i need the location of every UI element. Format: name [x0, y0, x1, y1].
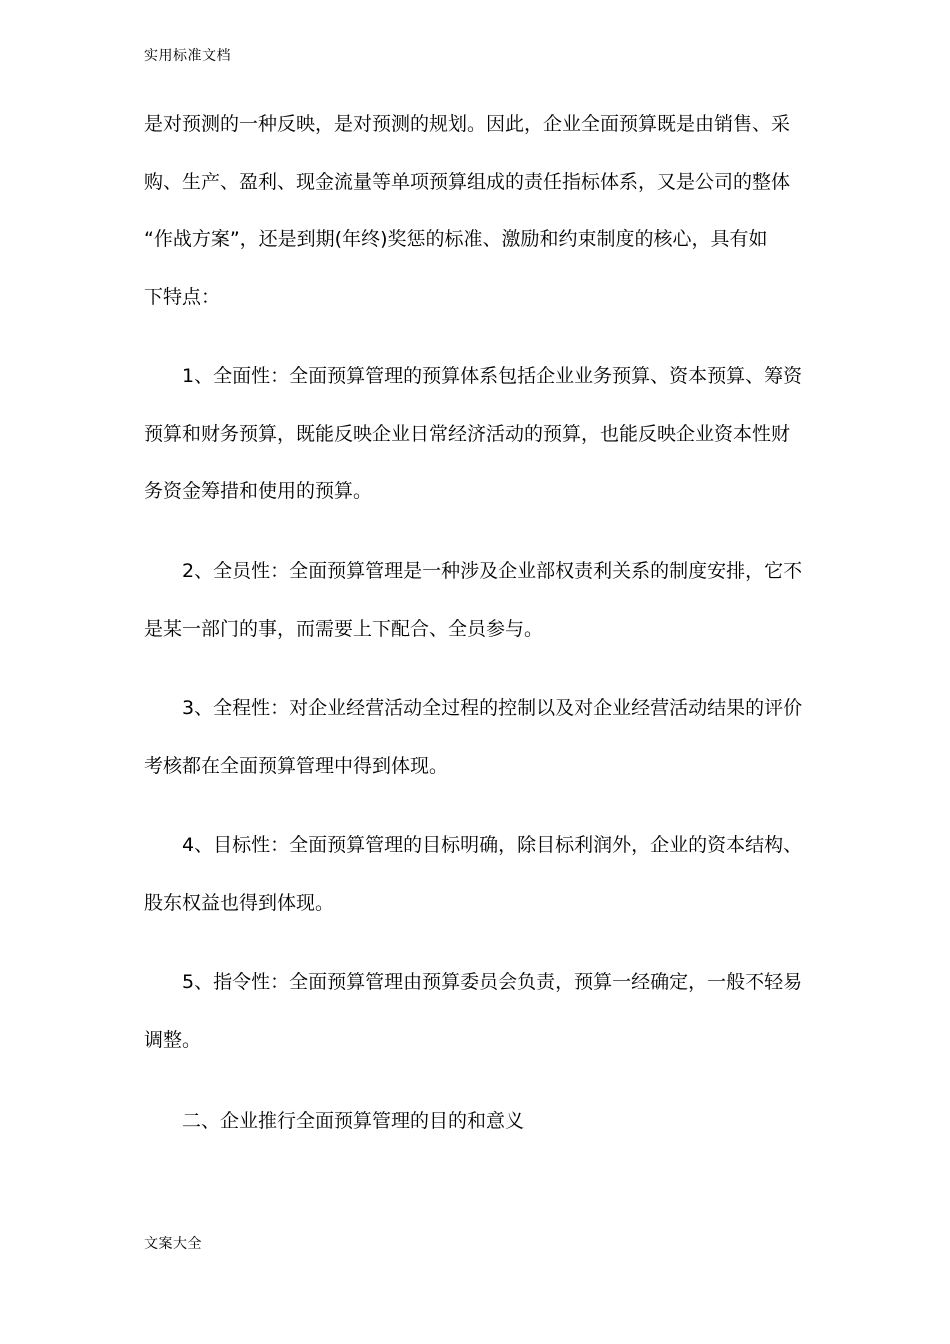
- intro-line: 购、生产、盈利、现金流量等单项预算组成的责任指标体系，又是公司的整体: [144, 170, 791, 193]
- feature-line: 考核都在全面预算管理中得到体现。: [144, 754, 449, 777]
- feature-line: 1、全面性：全面预算管理的预算体系包括企业业务预算、资本预算、筹资: [182, 365, 803, 387]
- feature-line: 股东权益也得到体现。: [144, 891, 335, 914]
- feature-line: 3、全程性：对企业经营活动全过程的控制以及对企业经营活动结果的评价: [182, 697, 803, 719]
- page-footer: 文案大全: [144, 1236, 202, 1252]
- section-heading: 二、企业推行全面预算管理的目的和意义: [182, 1110, 525, 1132]
- feature-line: 预算和财务预算，既能反映企业日常经济活动的预算，也能反映企业资本性财: [144, 422, 791, 445]
- page-header: 实用标准文档: [144, 48, 231, 64]
- feature-line: 5、指令性：全面预算管理由预算委员会负责，预算一经确定，一般不轻易: [182, 971, 803, 993]
- intro-line: 是对预测的一种反映，是对预测的规划。因此，企业全面预算既是由销售、采: [144, 113, 791, 135]
- feature-line: 是某一部门的事，而需要上下配合、全员参与。: [144, 617, 544, 640]
- intro-paragraph: [144, 96, 808, 326]
- feature-line: 2、全员性：全面预算管理是一种涉及企业部权责利关系的制度安排，它不: [182, 560, 803, 582]
- feature-item-whole-process: [144, 680, 808, 795]
- intro-line: “作战方案”，还是到期(年终)奖惩的标准、激励和约束制度的核心，具有如: [144, 228, 768, 250]
- intro-line: 下特点：: [144, 285, 221, 308]
- feature-item-target: [144, 817, 808, 932]
- feature-item-all-staff: [144, 543, 808, 658]
- feature-line: 务资金筹措和使用的预算。: [144, 480, 373, 502]
- feature-line: 调整。: [144, 1028, 202, 1051]
- feature-line: 4、目标性：全面预算管理的目标明确，除目标利润外，企业的资本结构、: [182, 834, 803, 856]
- feature-item-directive: [144, 954, 808, 1069]
- feature-item-comprehensive: [144, 348, 808, 521]
